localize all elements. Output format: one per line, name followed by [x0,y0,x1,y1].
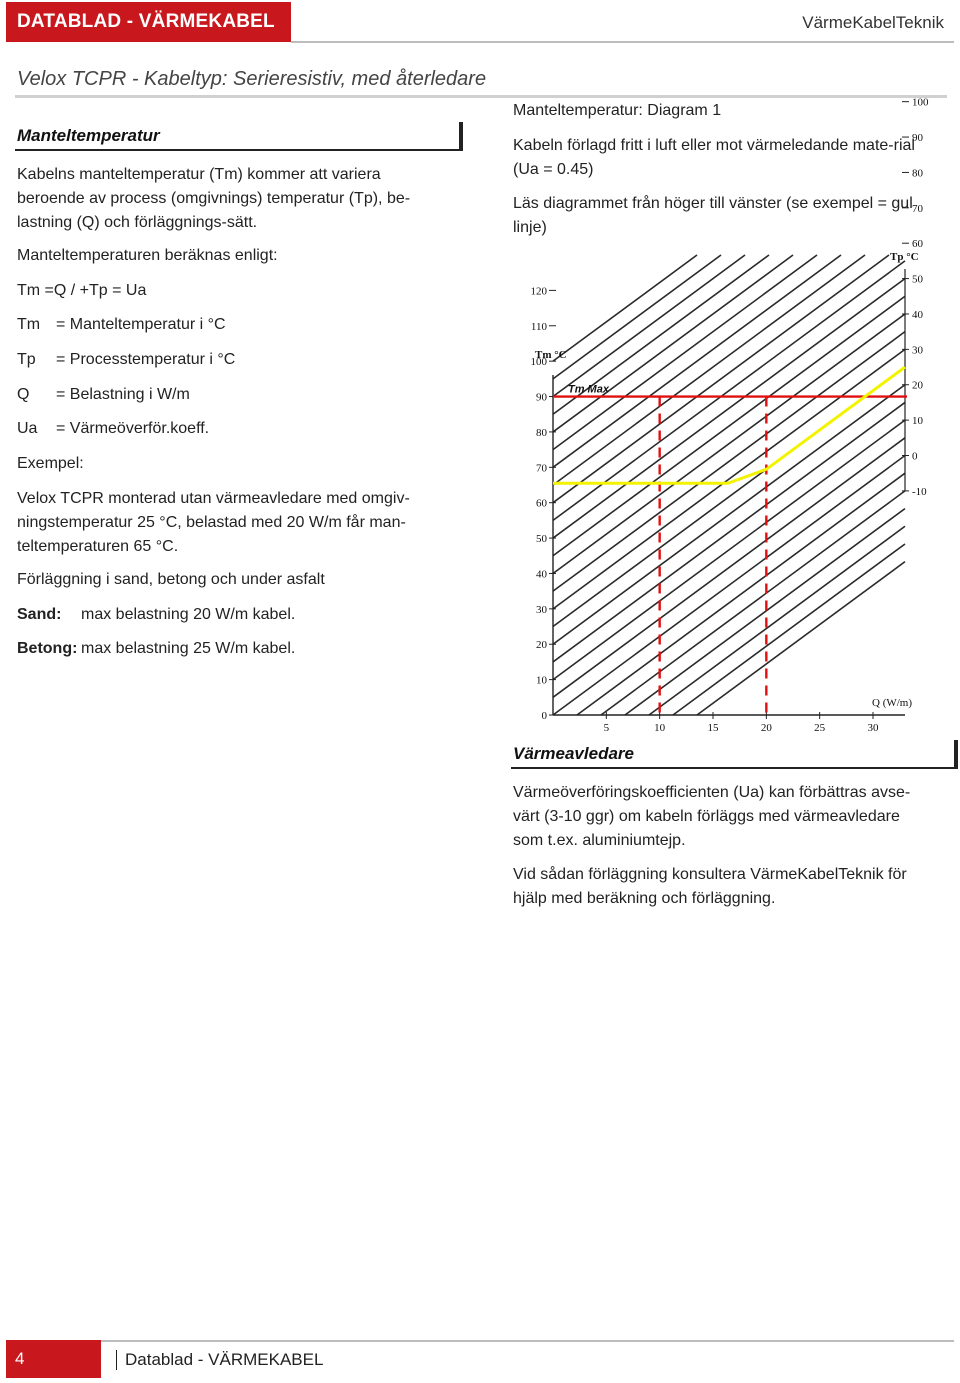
tp-series-line [553,456,905,715]
section-heading-manteltemperatur: Manteltemperatur [17,126,160,145]
tm-max-label: Tm Max [568,383,609,396]
reading-line: Läs diagrammet från höger till vänster (se exempel = gul [513,195,913,212]
y-left-tick-label: 50 [536,533,547,546]
tp-series-line [553,255,697,361]
diagram-description [513,134,915,182]
y-right-tick-label: 70 [912,202,923,215]
header-rule [291,41,954,43]
definition-symbol: Ua [17,420,38,437]
installation-heading: Förläggning i sand, betong och under asfalt [17,571,325,588]
definition-text: = Belastning i W/m [56,386,190,403]
y-left-tick-label: 20 [536,639,547,652]
y-left-tick-label: 120 [530,285,547,298]
definition-symbol: Q [17,386,30,403]
heat-dissipator-paragraph-2 [513,863,907,911]
x-tick-label: 25 [814,722,826,734]
paragraph-line: hjälp med beräkning och förläggning. [513,890,776,907]
footer-separator [116,1350,117,1370]
section-underline [511,767,958,769]
example-label: Exempel: [17,455,84,472]
tp-series-line [553,255,745,397]
description-line: Kabeln förlagd fritt i luft eller mot värmeledande mate-rial [513,137,915,154]
section-underline [15,149,463,151]
section-corner [459,122,463,151]
heat-dissipator-paragraph-1 [513,781,910,853]
y-right-tick-label: -10 [912,485,927,498]
tp-series-line [577,473,905,715]
tp-series-line [553,438,905,697]
y-right-tick-label: 40 [912,308,923,321]
footer-rule [101,1340,954,1342]
tp-series-line [553,402,905,661]
y-left-tick-label: 80 [536,426,547,439]
paragraph-line: som t.ex. aluminiumtejp. [513,832,686,849]
header-badge: DATABLAD - VÄRMEKABEL [6,2,291,42]
intro-line: beroende av process (omgivnings) temperatur (Tp), be- [17,190,411,207]
y-left-axis-title: Tm °C [535,349,567,361]
tp-series-line [553,255,817,450]
diagram-reading-note [513,192,913,240]
paragraph-line: Värmeöverföringskoefficienten (Ua) kan förbättras avse- [513,784,911,801]
y-left-tick-label: 60 [536,497,547,510]
y-right-tick-label: 10 [912,415,923,428]
page-number: 4 [6,1340,101,1378]
paragraph-line: värt (3-10 ggr) om kabeln förläggs med värmeavledare [513,808,900,825]
definition-text: = Värmeöverför.koeff. [56,420,210,437]
tp-series-line [553,255,841,467]
concrete-label: Betong: [17,640,78,657]
y-right-tick-label: 20 [912,379,923,392]
x-tick-label: 20 [760,722,772,734]
x-tick-label: 30 [867,722,879,734]
x-tick-label: 10 [654,722,666,734]
y-left-tick-label: 110 [530,320,547,333]
section-corner [954,740,958,769]
example-line: ningstemperatur 25 °C, belastad med 20 W/m får man- [17,514,406,531]
sand-text: max belastning 20 W/m kabel. [81,606,296,623]
example-line: teltemperaturen 65 °C. [17,538,179,555]
tp-series-line [553,314,905,573]
intro-line: lastning (Q) och förläggnings-sätt. [17,214,258,231]
y-left-tick-label: 70 [536,462,547,475]
tp-series-line [601,491,905,715]
y-left-tick-label: 10 [536,674,547,687]
definition-symbol: Tm [17,316,41,333]
tp-series-line [553,296,905,555]
definition-text: = Processtemperatur i °C [56,351,236,368]
concrete-text: max belastning 25 W/m kabel. [81,640,296,657]
example-paragraph [17,487,410,559]
calc-intro: Manteltemperaturen beräknas enligt: [17,247,278,264]
title-rule [15,95,947,98]
y-left-tick-label: 90 [536,391,547,404]
y-right-tick-label: 0 [912,450,918,463]
definition-text: = Manteltemperatur i °C [56,316,226,333]
y-right-axis-title: Tp °C [890,251,919,263]
y-left-tick-label: 0 [541,710,547,722]
tp-series-line [625,509,905,715]
tp-series-line [649,526,905,715]
tp-series-line [553,255,889,503]
x-axis-title: Q (W/m) [872,697,913,709]
y-left-tick-label: 30 [536,603,547,616]
tp-series-line [553,332,905,591]
x-tick-label: 15 [707,722,719,734]
y-right-tick-label: 90 [912,132,923,145]
header-brand: VärmeKabelTeknik [802,13,944,32]
document-title: Velox TCPR - Kabeltyp: Serieresistiv, med återledare [17,68,487,90]
tp-series-line [553,255,865,485]
definition-symbol: Tp [17,351,36,368]
y-left-tick-label: 40 [536,568,547,581]
y-right-tick-label: 80 [912,167,923,180]
tp-series-line [673,544,905,715]
tp-series-line [553,420,905,679]
intro-paragraph [17,163,410,235]
intro-line: Kabelns manteltemperatur (Tm) kommer att variera [17,166,381,183]
y-right-tick-label: 50 [912,273,923,286]
tp-series-line [553,255,721,379]
description-line: (Ua = 0.45) [513,161,594,178]
diagram-title: Manteltemperatur: Diagram 1 [513,102,722,119]
sand-label: Sand: [17,606,62,623]
y-right-tick-label: 30 [912,344,923,357]
tp-series-line [553,279,905,538]
y-right-tick-label: 100 [912,96,929,109]
footer-text: Datablad - VÄRMEKABEL [125,1350,324,1369]
formula: Tm =Q / +Tp = Ua [17,282,147,299]
tp-series-line [553,385,905,644]
y-left-tick-label: 100 [530,356,547,369]
example-line: Velox TCPR monterad utan värmeavledare med omgiv- [17,490,410,507]
paragraph-line: Vid sådan förläggning konsultera VärmeKabelTeknik för [513,866,907,883]
y-right-tick-label: 60 [912,238,923,251]
section-heading-varmeavledare: Värmeavledare [513,744,634,763]
x-tick-label: 5 [603,722,610,734]
reading-line: linje) [513,219,547,236]
